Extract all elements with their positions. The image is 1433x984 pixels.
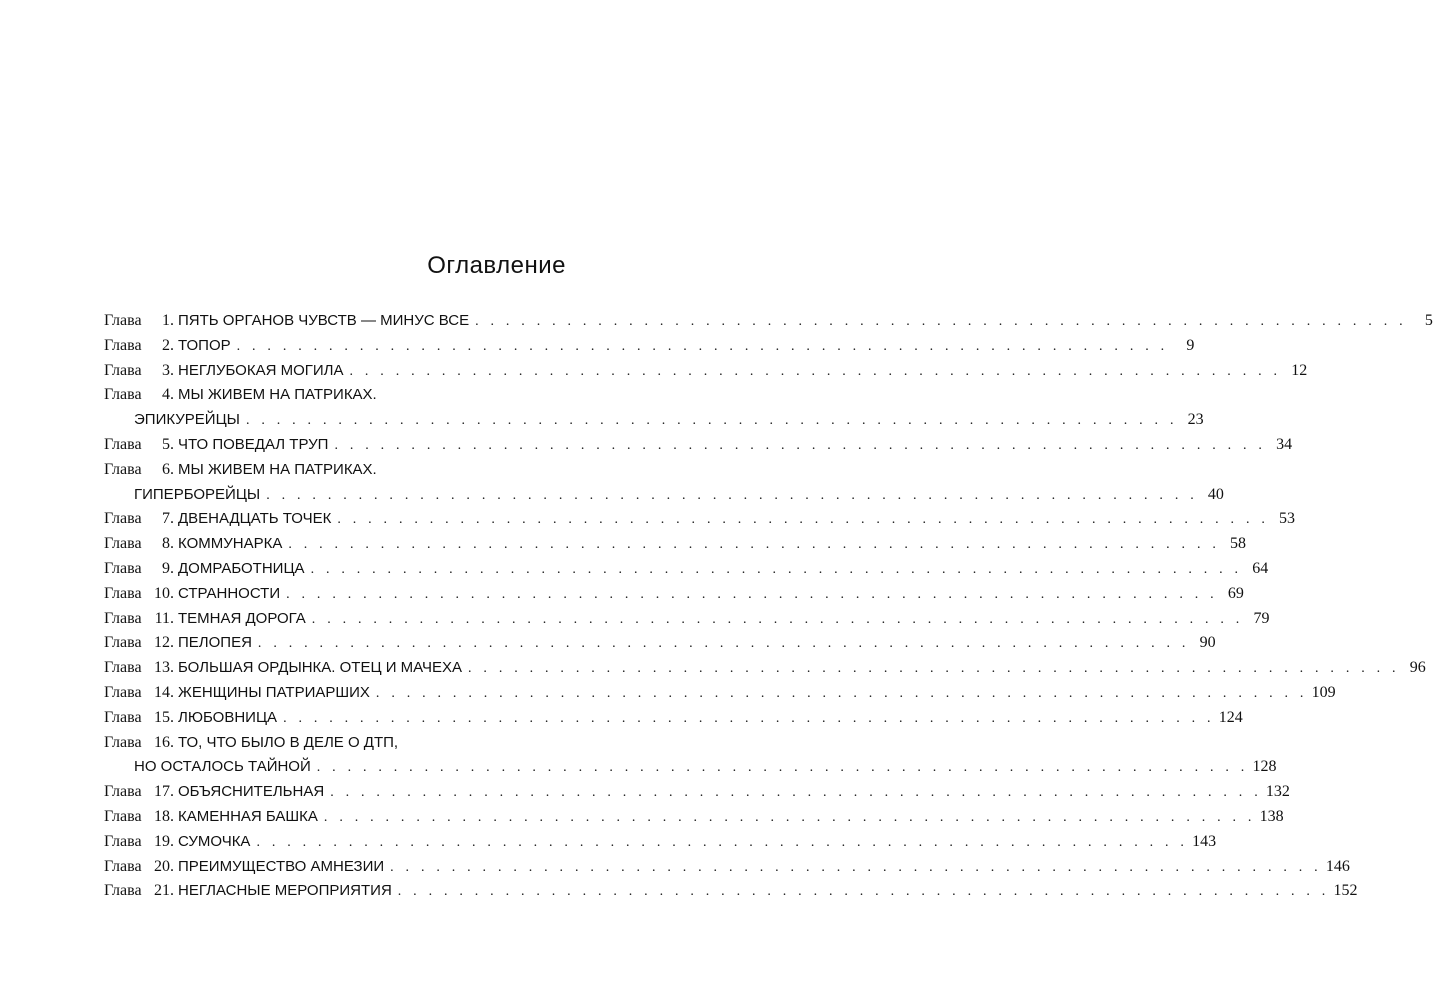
chapter-number: 12.: [154, 634, 174, 652]
chapter-title: КОММУНАРКА: [178, 535, 283, 553]
toc-entry: [104, 731, 567, 756]
leader-dots: . . . . . . . . . . . . . . . . . . . . . . . . . . . . . . . . . . . . . . . . . . . . . . . . . . . . . . . . . . . . .: [236, 338, 1169, 354]
chapter-word: Глава: [104, 708, 142, 726]
toc-entry: [104, 507, 1296, 532]
chapter-title: ЛЮБОВНИЦА: [178, 708, 278, 726]
chapter-title: ПЕЛОПЕЯ: [178, 634, 252, 652]
chapter-word: Глава: [104, 882, 142, 900]
page-number: 23: [1187, 411, 1204, 429]
chapter-title: ТЕМНАЯ ДОРОГА: [178, 609, 306, 627]
chapter-number: 7.: [162, 510, 174, 528]
chapter-title: КАМЕННАЯ БАШКА: [178, 807, 318, 825]
page-number: 9: [1186, 336, 1195, 354]
page-number: 90: [1199, 634, 1216, 652]
chapter-word: Глава: [104, 460, 142, 478]
toc-entry: [104, 805, 1284, 830]
chapter-word: Глава: [104, 535, 142, 553]
leader-dots: . . . . . . . . . . . . . . . . . . . . . . . . . . . . . . . . . . . . . . . . . . . . . . . . . . . . . . . . . . . . .: [256, 834, 1189, 850]
toc-entry: [104, 582, 1244, 607]
chapter-number: 6.: [162, 460, 174, 478]
leader-dots: . . . . . . . . . . . . . . . . . . . . . . . . . . . . . . . . . . . . . . . . . . . . . . . . . . . . . . . . . . . . .: [316, 760, 1249, 776]
chapter-title: ТО, ЧТО БЫЛО В ДЕЛЕ О ДТП,: [178, 733, 399, 751]
chapter-word: Глава: [104, 733, 142, 751]
chapter-word: Глава: [104, 857, 142, 875]
chapter-word: Глава: [104, 559, 142, 577]
leader-dots: . . . . . . . . . . . . . . . . . . . . . . . . . . . . . . . . . . . . . . . . . . . . . . . . . . . . . . . . . . . . .: [283, 710, 1215, 726]
toc-entry: [104, 458, 567, 483]
page-number: 96: [1409, 659, 1426, 677]
page-number: 128: [1252, 758, 1277, 776]
toc-entry: [104, 830, 1217, 855]
toc-entry: [104, 607, 1270, 632]
leader-dots: . . . . . . . . . . . . . . . . . . . . . . . . . . . . . . . . . . . . . . . . . . . . . . . . . . . . . . . . . . . . .: [397, 884, 1330, 900]
page-number: 146: [1325, 857, 1350, 875]
page-number: 34: [1276, 435, 1293, 453]
leader-dots: . . . . . . . . . . . . . . . . . . . . . . . . . . . . . . . . . . . . . . . . . . . . . . . . . . . . . . . . . . . . .: [245, 413, 1178, 429]
chapter-number: 21.: [154, 882, 174, 900]
leader-dots: . . . . . . . . . . . . . . . . . . . . . . . . . . . . . . . . . . . . . . . . . . . . . . . . . . . . . . . . . . . . .: [323, 809, 1256, 825]
toc-entry: [104, 631, 1216, 656]
page-number: 69: [1227, 584, 1244, 602]
chapter-number: 8.: [162, 535, 174, 553]
page-number: 138: [1259, 807, 1284, 825]
chapter-title-continued: НО ОСТАЛОСЬ ТАЙНОЙ: [134, 758, 311, 776]
chapter-word: Глава: [104, 609, 142, 627]
chapter-title: ТОПОР: [178, 336, 231, 354]
chapter-title: СУМОЧКА: [178, 832, 251, 850]
chapter-number: 1.: [162, 312, 174, 329]
chapter-word: Глава: [104, 361, 142, 379]
chapter-title: МЫ ЖИВЕМ НА ПАТРИКАХ.: [178, 460, 377, 478]
toc-heading: Оглавление: [427, 252, 566, 279]
toc-entry: [104, 359, 1308, 384]
page-number: 109: [1311, 683, 1336, 701]
toc-entry: [104, 879, 1358, 904]
toc-entry: [104, 532, 1247, 557]
toc-entry-continuation: [104, 408, 1204, 433]
chapter-title: МЫ ЖИВЕМ НА ПАТРИКАХ.: [178, 386, 377, 404]
leader-dots: . . . . . . . . . . . . . . . . . . . . . . . . . . . . . . . . . . . . . . . . . . . . . . . . . . . . . . . . . . . . .: [475, 314, 1407, 329]
chapter-number: 14.: [154, 683, 174, 701]
page-number: 40: [1207, 485, 1224, 503]
chapter-number: 11.: [154, 609, 174, 627]
chapter-number: 20.: [154, 857, 174, 875]
toc-entry: [104, 706, 1243, 731]
leader-dots: . . . . . . . . . . . . . . . . . . . . . . . . . . . . . . . . . . . . . . . . . . . . . . . . . . . . . . . . . . . . .: [266, 487, 1198, 503]
chapter-word: Глава: [104, 634, 142, 652]
chapter-title: БОЛЬШАЯ ОРДЫНКА. ОТЕЦ И МАЧЕХА: [178, 659, 463, 677]
toc-entry: [104, 656, 1426, 681]
leader-dots: . . . . . . . . . . . . . . . . . . . . . . . . . . . . . . . . . . . . . . . . . . . . . . . . . . . . . . . . . . . . .: [288, 537, 1221, 553]
toc-entry: [104, 855, 1350, 880]
chapter-number: 5.: [162, 435, 174, 453]
leader-dots: . . . . . . . . . . . . . . . . . . . . . . . . . . . . . . . . . . . . . . . . . . . . . . . . . . . . . . . . . . . . .: [286, 586, 1218, 602]
page-number: 152: [1333, 882, 1358, 900]
chapter-number: 10.: [154, 584, 174, 602]
chapter-word: Глава: [104, 510, 142, 528]
chapter-title: ОБЪЯСНИТЕЛЬНАЯ: [178, 783, 325, 801]
toc-entry: [104, 780, 1290, 805]
chapter-title-continued: ЭПИКУРЕЙЦЫ: [134, 411, 240, 429]
chapter-word: Глава: [104, 832, 142, 850]
leader-dots: . . . . . . . . . . . . . . . . . . . . . . . . . . . . . . . . . . . . . . . . . . . . . . . . . . . . . . . . . . . . .: [468, 661, 1400, 677]
toc-entry: [104, 334, 1195, 359]
page-number: 79: [1253, 609, 1270, 627]
chapter-word: Глава: [104, 783, 142, 801]
chapter-title: ЧТО ПОВЕДАЛ ТРУП: [178, 435, 329, 453]
toc-entry: [104, 309, 1433, 334]
chapter-word: Глава: [104, 807, 142, 825]
leader-dots: . . . . . . . . . . . . . . . . . . . . . . . . . . . . . . . . . . . . . . . . . . . . . . . . . . . . . . . . . . . . .: [334, 437, 1267, 453]
chapter-title: НЕГЛАСНЫЕ МЕРОПРИЯТИЯ: [178, 882, 392, 900]
chapter-number: 9.: [162, 559, 174, 577]
page-number: 132: [1265, 783, 1290, 801]
chapter-word: Глава: [104, 683, 142, 701]
chapter-number: 19.: [154, 832, 174, 850]
chapter-title: НЕГЛУБОКАЯ МОГИЛА: [178, 361, 344, 379]
chapter-word: Глава: [104, 386, 142, 404]
chapter-number: 13.: [154, 659, 174, 677]
page-number: 5: [1424, 312, 1433, 329]
chapter-title: ПЯТЬ ОРГАНОВ ЧУВСТВ — МИНУС ВСЕ: [178, 312, 470, 329]
page-number: 143: [1192, 832, 1217, 850]
chapter-number: 18.: [154, 807, 174, 825]
leader-dots: . . . . . . . . . . . . . . . . . . . . . . . . . . . . . . . . . . . . . . . . . . . . . . . . . . . . . . . . . . . . .: [310, 561, 1243, 577]
chapter-word: Глава: [104, 312, 142, 329]
chapter-title: ЖЕНЩИНЫ ПАТРИАРШИХ: [178, 683, 370, 701]
page-number: 58: [1230, 535, 1247, 553]
chapter-number: 4.: [162, 386, 174, 404]
chapter-number: 17.: [154, 783, 174, 801]
leader-dots: . . . . . . . . . . . . . . . . . . . . . . . . . . . . . . . . . . . . . . . . . . . . . . . . . . . . . . . . . . . . .: [337, 512, 1270, 528]
toc-entry: [104, 557, 1269, 582]
chapter-title: ДОМРАБОТНИЦА: [178, 559, 305, 577]
page-number: 124: [1218, 708, 1243, 726]
chapter-word: Глава: [104, 336, 142, 354]
toc-entry: [104, 433, 1293, 458]
toc-entry-continuation: [104, 755, 1277, 780]
chapter-number: 2.: [162, 336, 174, 354]
chapter-word: Глава: [104, 435, 142, 453]
table-of-contents: [104, 309, 1433, 904]
chapter-number: 3.: [162, 361, 174, 379]
page-number: 64: [1252, 559, 1269, 577]
leader-dots: . . . . . . . . . . . . . . . . . . . . . . . . . . . . . . . . . . . . . . . . . . . . . . . . . . . . . . . . . . . . .: [390, 859, 1322, 875]
chapter-title: ДВЕНАДЦАТЬ ТОЧЕК: [178, 510, 332, 528]
toc-entry: [104, 383, 567, 408]
leader-dots: . . . . . . . . . . . . . . . . . . . . . . . . . . . . . . . . . . . . . . . . . . . . . . . . . . . . . . . . . . . . .: [311, 611, 1244, 627]
page-number: 12: [1291, 361, 1308, 379]
chapter-number: 16.: [154, 733, 174, 751]
chapter-number: 15.: [154, 708, 174, 726]
leader-dots: . . . . . . . . . . . . . . . . . . . . . . . . . . . . . . . . . . . . . . . . . . . . . . . . . . . . . . . . . . . . .: [349, 363, 1282, 379]
toc-entry: [104, 681, 1336, 706]
leader-dots: . . . . . . . . . . . . . . . . . . . . . . . . . . . . . . . . . . . . . . . . . . . . . . . . . . . . . . . . . . . . .: [330, 785, 1262, 801]
toc-entry-continuation: [104, 483, 1224, 508]
page-number: 53: [1279, 510, 1296, 528]
chapter-word: Глава: [104, 659, 142, 677]
chapter-title: ПРЕИМУЩЕСТВО АМНЕЗИИ: [178, 857, 385, 875]
chapter-title: СТРАННОСТИ: [178, 584, 281, 602]
leader-dots: . . . . . . . . . . . . . . . . . . . . . . . . . . . . . . . . . . . . . . . . . . . . . . . . . . . . . . . . . . . . .: [375, 685, 1308, 701]
chapter-word: Глава: [104, 584, 142, 602]
leader-dots: . . . . . . . . . . . . . . . . . . . . . . . . . . . . . . . . . . . . . . . . . . . . . . . . . . . . . . . . . . . . .: [257, 636, 1190, 652]
chapter-title-continued: ГИПЕРБОРЕЙЦЫ: [134, 485, 261, 503]
